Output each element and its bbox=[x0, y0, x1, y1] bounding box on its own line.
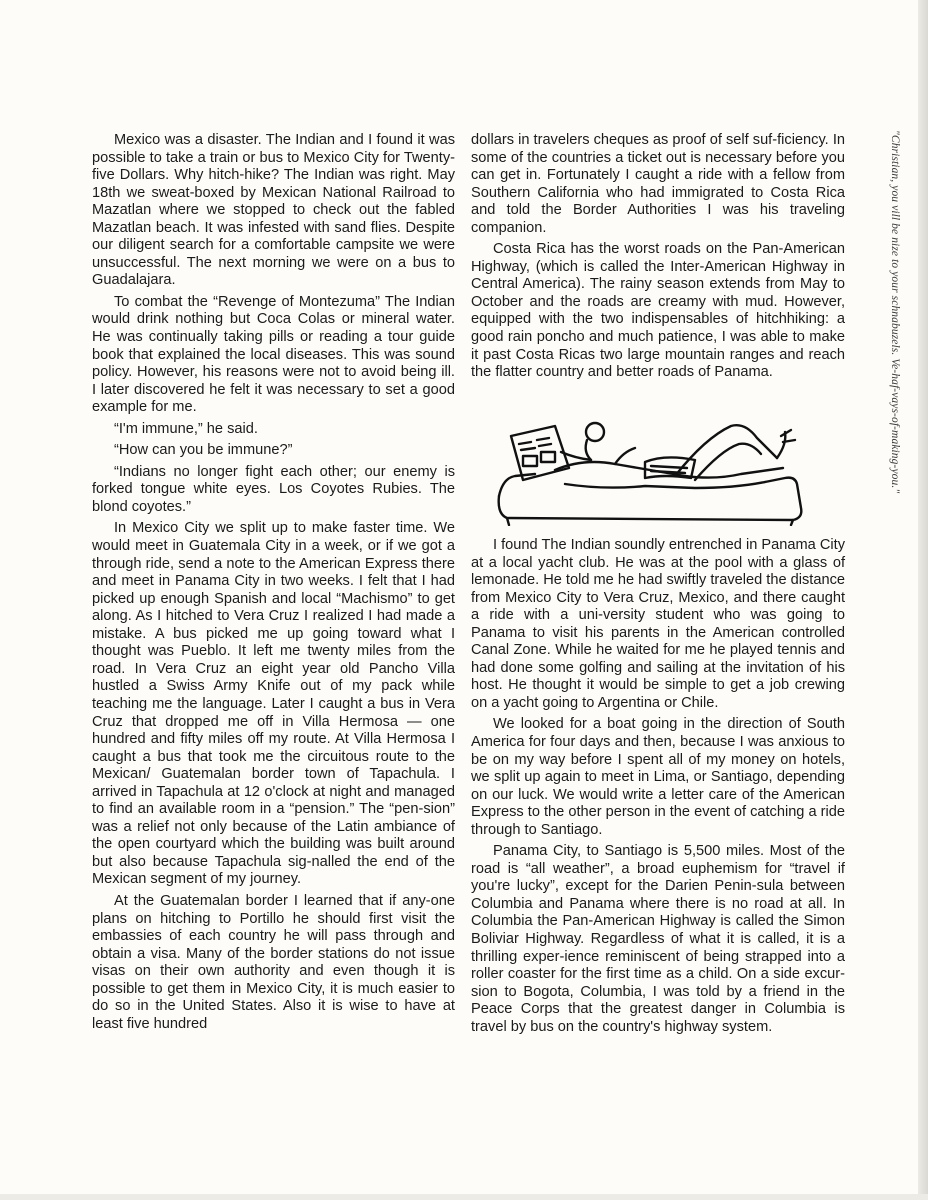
right-column-top bbox=[471, 132, 845, 386]
paragraph: Costa Rica has the worst roads on the Pan-American Highway, (which is called the Inter-American Highway in Central America). The rainy season extends from May to October and the roads are creamy with mud. However, equipped with the two indispensables of hitchhiking: a good rain poncho and much patience, I was able to make it past Costa Ricas two large mountain ranges and reach the flatter country and better roads of Panama. bbox=[471, 241, 845, 381]
page-edge-bottom bbox=[0, 1194, 928, 1200]
paragraph: I found The Indian soundly entrenched in Panama City at a local yacht club. He was at the pool with a glass of lemonade. He told me he had swiftly traveled the distance from Mexico City to Vera Cruz, Mexico, and there caught a ride with a uni-versity student who was going to Panama to visit his parents in the American controlled Canal Zone. While he waited for me he played tennis and had done some golfing and sailing at the invitation of his host. He thought it would be simple to get a job crewing on a yacht going to Argentina or Chile. bbox=[471, 537, 845, 711]
paragraph: “Indians no longer fight each other; our enemy is forked tongue white eyes. Los Coyotes Rubies. The blond coyotes.” bbox=[92, 463, 455, 515]
paragraph: In Mexico City we split up to make faster time. We would meet in Guatemala City in a week, or if we got a through ride, send a note to the American Express there and meet in Panama City in two weeks. I felt that I had picked up enough Spanish and local “Machismo” to get along. As I hitched to Vera Cruz I realized I had made a mistake. A bus picked me up going toward what I thought was Pueblo. It left me twenty miles from the road. In Vera Cruz an eight year old Pancho Villa hustled a Swiss Army Knife out of my pack while teaching me the language. Later I caught a bus in Vera Cruz that dropped me off in Villa Hermosa — one hundred and fifty miles off my route. At Villa Hermosa I caught a bus that took me the circuitous route to the Mexican/ Guatemalan border town of Tapachula. I arrived in Tapachula at 12 o'clock at night and managed to find an available room in a “pension.” The “pen-sion” was a relief not only because of the Latin ambiance of the open courtyard which the building was built around but also because Tapachula sig-nalled the end of the Mexican segment of my journey. bbox=[92, 520, 455, 888]
paragraph: We looked for a boat going in the direction of South America for four days and then, because I was anxious to be on my way before I spent all of my money on hotels, we split up again to meet in Lima, or Santiago, depending on our luck. We would write a letter care of the American Express to the other person in the event of catching a ride through to Santiago. bbox=[471, 716, 845, 838]
right-column-bottom bbox=[471, 537, 845, 1040]
paragraph: Panama City, to Santiago is 5,500 miles. Most of the road is “all weather”, a broad euphemism for “travel if you're lucky”, except for the Darien Penin-sula between Columbia and Panama where there is no road at all. In Columbia the Pan-American Highway is called the Simon Boliviar Highway. Regardless of what it is called, it is a thrilling exper-ience reminiscent of being strapped into a roller coaster for the first time as a child. On a side excur-sion to Bogota, Columbia, I was told by a friend in the Peace Corps that the greatest danger in Columbia is travel by bus on the country's highway system. bbox=[471, 843, 845, 1035]
paragraph: Mexico was a disaster. The Indian and I found it was possible to take a train or bus to Mexico City for Twenty-five Dollars. Why hitch-hike? The Indian was right. May 18th we sweat-boxed by Mexican National Railroad to Mazatlan where we stopped to check out the fabled Mazatlan beach. It was infested with sand flies. Despite our diligent search for a comfortable campsite we were unsuccessful. The next morning we were on a bus to Guadalajara. bbox=[92, 132, 455, 289]
paragraph: “I'm immune,” he said. bbox=[114, 420, 258, 437]
paragraph: At the Guatemalan border I learned that if any-one plans on hitching to Portillo he should first visit the embassies of each country he will pass through and obtain a visa. Many of the border stations do not issue visas on their own authority and even though it is possible to get them in Mexico City, it is much easier to do so in the United States. Also it is wise to have at least five hundred bbox=[92, 892, 455, 1032]
paragraph: To combat the “Revenge of Montezuma” The Indian would drink nothing but Coca Colas or mineral water. He was continually taking pills or reading a tour guide book that explained the local diseases. This was sound policy. However, his reasons were not to avoid being ill. I later discovered he felt it was necessary to set a good example for me. bbox=[92, 293, 455, 416]
left-column bbox=[92, 132, 455, 1037]
paragraph: “How can you be immune?” bbox=[114, 442, 293, 459]
page-edge bbox=[918, 0, 928, 1200]
margin-quote: "Christian, you vill be nize to your schnabuzels. Ve-haf-vays-of-making-you." bbox=[889, 130, 901, 494]
paragraph: dollars in travelers cheques as proof of self suf-ficiency. In some of the countries a ticket out is necessary before you can get in. Fortunately I caught a ride with a fellow from Southern California who had immigrated to Costa Rica and told the Border Authorities I was his traveling companion. bbox=[471, 132, 845, 236]
illustration-man-reading-on-couch bbox=[495, 418, 807, 526]
